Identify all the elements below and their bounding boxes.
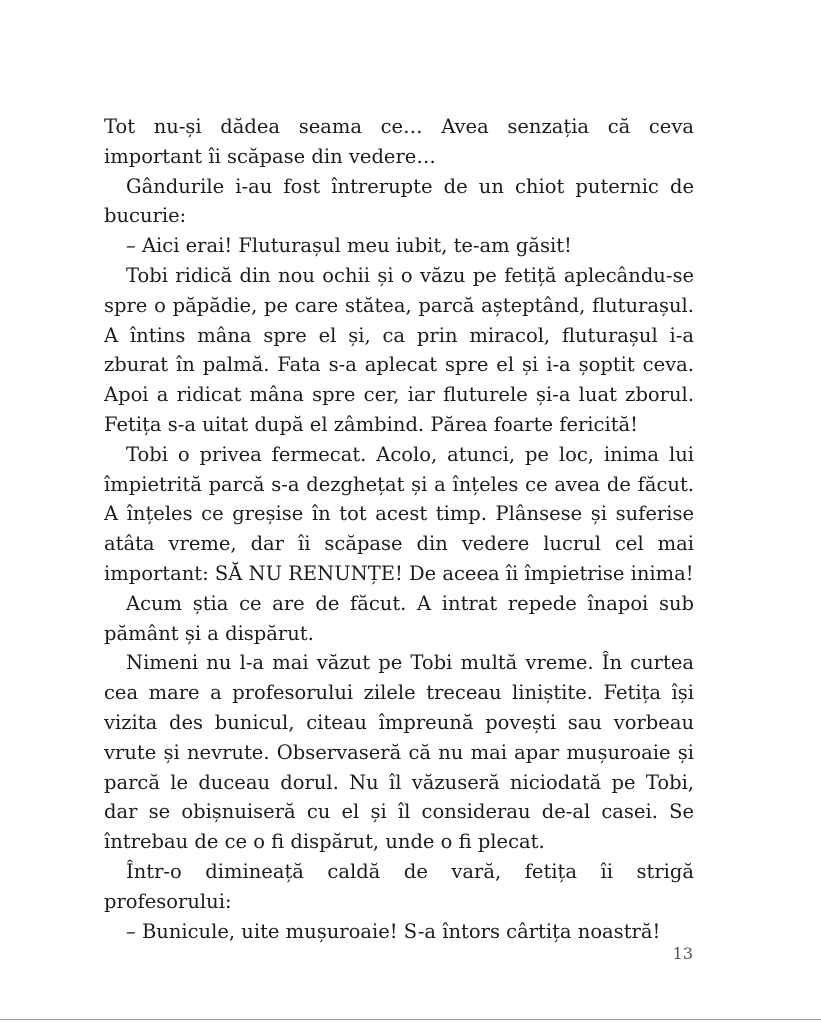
paragraph-9-dialogue: – Bunicule, uite mușuroaie! S-a întors cârtița noastră! — [126, 919, 661, 943]
paragraph-4: Tobi ridică din nou ochii și o văzu pe fetiță aplecându-se spre o păpădie, pe care stătea, parcă așteptând, fluturașul. A întins mâna spre el și, ca prin miracol, fluturașul i-a zburat în palmă. Fata s-a aplecat spre el și i-a șoptit ceva. Apoi a ridicat mâna spre cer, iar fluturele și-a luat zborul. Fetița s-a uitat după el zâmbind. Părea foarte fericită! — [104, 263, 694, 436]
page-bottom-edge — [0, 1019, 821, 1020]
paragraph-3-dialogue: – Aici erai! Fluturașul meu iubit, te-am găsit! — [126, 234, 572, 258]
body-text — [104, 112, 694, 946]
paragraph-7: Nimeni nu l-a mai văzut pe Tobi multă vreme. În curtea cea mare a profesorului zilele treceau liniștite. Fetița își vizita des bunicul, citeau împreună povești sau vorbeau vrute și nevrute. Observaseră că nu mai apar mușuroaie și parcă le duceau dorul. Nu îl văzuseră niciodată pe Tobi, dar se obișnuiseră cu el și îl considerau de-al casei. Se întrebau de ce o fi dispărut, unde o fi plecat. — [104, 651, 694, 854]
paragraph-2: Gândurile i-au fost întrerupte de un chiot puternic de bucurie: — [104, 174, 694, 228]
page-number: 13 — [672, 944, 693, 963]
paragraph-5: Tobi o privea fermecat. Acolo, atunci, pe loc, inima lui împietrită parcă s-a dezghețat și a înțeles ce avea de făcut. A înțeles ce greșise în tot acest timp. Plânsese și suferise atâta vreme, dar îi scăpase din vedere lucrul cel mai important: SĂ NU RENUNȚE! De aceea îi împietrise inima! — [104, 442, 694, 585]
paragraph-8: Într-o dimineață caldă de vară, fetița îi strigă profesorului: — [104, 859, 694, 913]
paragraph-6: Acum știa ce are de făcut. A intrat repede înapoi sub pământ și a dispărut. — [104, 591, 694, 645]
paragraph-1: Tot nu-și dădea seama ce… Avea senzația că ceva important îi scăpase din vedere… — [104, 115, 694, 168]
